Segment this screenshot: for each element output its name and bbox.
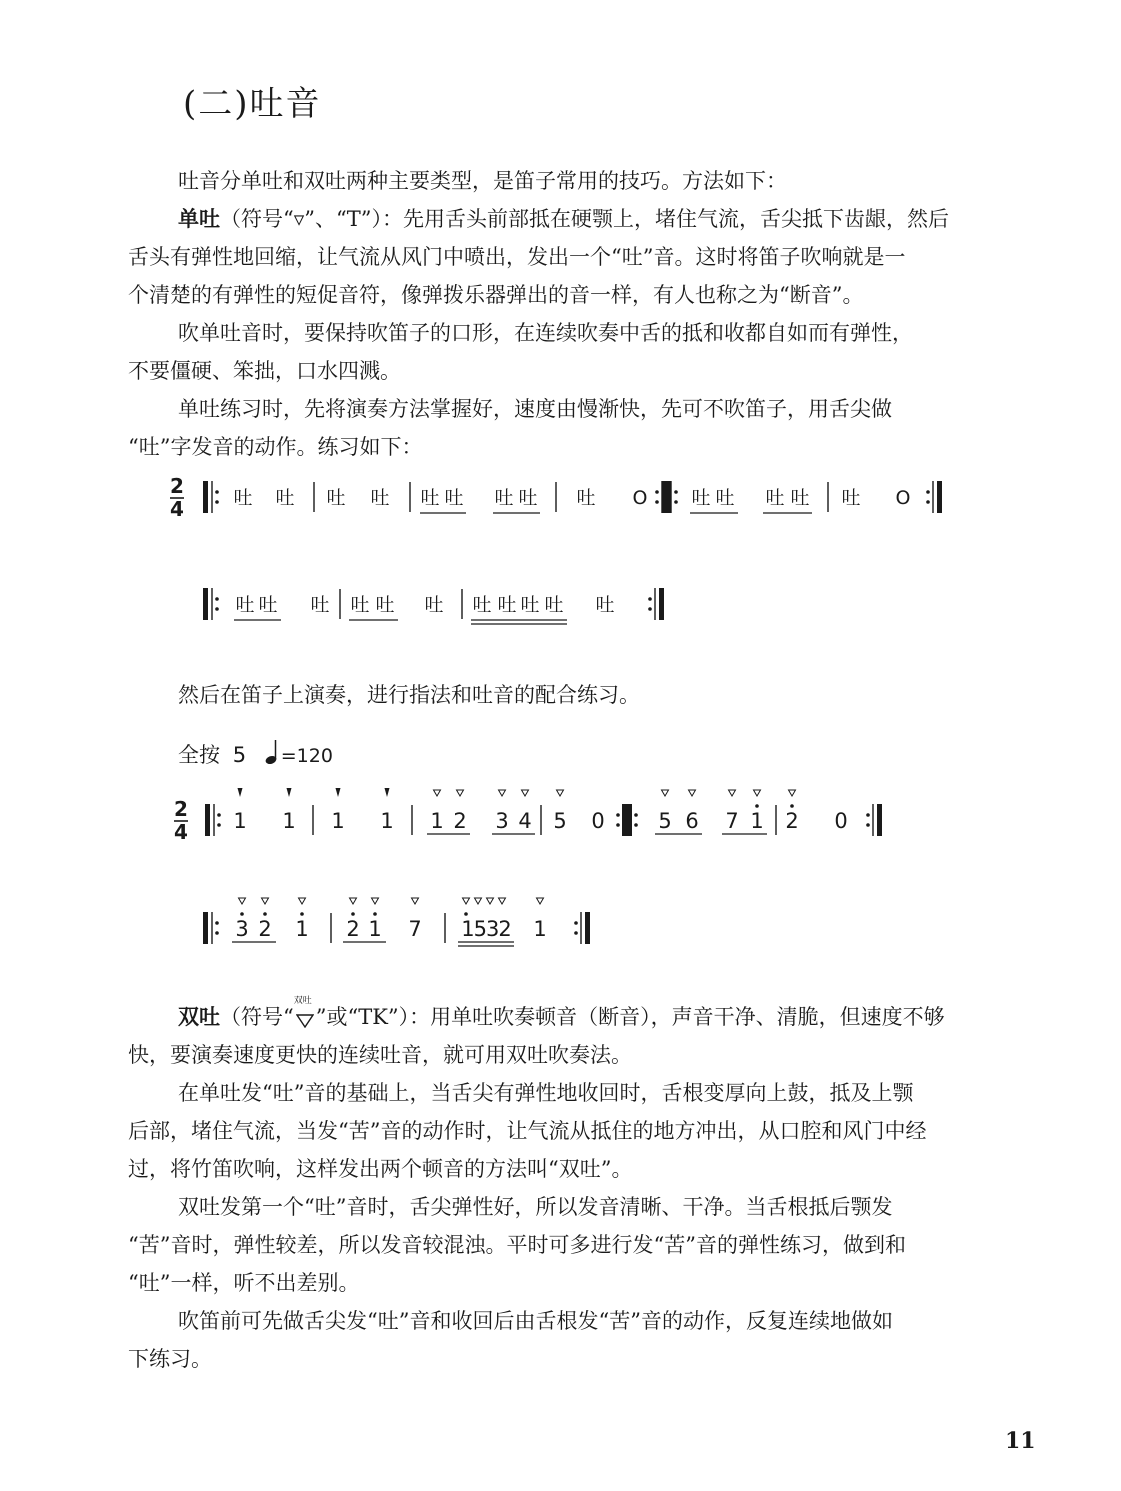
single-tongue-mark bbox=[662, 790, 669, 796]
double-tongue-symbol-label: 双吐 bbox=[293, 996, 312, 1006]
jianpu-note: 1 bbox=[750, 809, 764, 833]
tu-syllable: 吐 bbox=[544, 594, 564, 616]
jianpu-note: 0 bbox=[591, 809, 605, 833]
tempo-value: =120 bbox=[280, 745, 333, 767]
repeat-dot bbox=[616, 813, 620, 817]
staccato-wedge bbox=[385, 788, 390, 797]
repeat-end-thick bbox=[937, 481, 942, 513]
repeat-start-thick bbox=[203, 588, 208, 620]
tu-syllable: 吐 bbox=[715, 487, 735, 509]
jianpu-note: 2 bbox=[346, 917, 360, 941]
repeat-dot bbox=[655, 500, 659, 504]
tu-syllable: 吐 bbox=[375, 594, 395, 616]
repeat-dot bbox=[634, 823, 638, 827]
single-tongue-mark bbox=[350, 898, 357, 904]
single-tongue-mark bbox=[475, 898, 482, 904]
para7-line-1: 在单吐发“吐”音的基础上，当舌尖有弹性地收回时，舌根变厚向上鼓，抵及上颚 bbox=[178, 1081, 914, 1105]
tu-syllable: 吐 bbox=[518, 487, 538, 509]
page-number: 11 bbox=[1005, 1428, 1036, 1454]
para4-line-2: “吐”字发音的动作。练习如下： bbox=[128, 435, 423, 459]
tu-syllable: 吐 bbox=[420, 487, 440, 509]
jianpu-note: 4 bbox=[518, 809, 532, 833]
repeat-dot bbox=[866, 823, 870, 827]
repeat-dot bbox=[866, 813, 870, 817]
single-tongue-line-3: 个清楚的有弹性的短促音符，像弹拨乐器弹出的音一样，有人也称之为“断音”。 bbox=[128, 283, 864, 307]
para7-line-3: 过，将竹笛吹响，这样发出两个顿音的方法叫“双吐”。 bbox=[128, 1157, 633, 1181]
repeat-dot bbox=[215, 597, 219, 601]
jianpu-note: 3 bbox=[495, 809, 509, 833]
para3-line-2: 不要僵硬、笨拙，口水四溅。 bbox=[128, 359, 401, 383]
tu-syllable: 吐 bbox=[424, 594, 444, 616]
tu-syllable: 吐 bbox=[497, 594, 517, 616]
tu-syllable: 吐 bbox=[350, 594, 370, 616]
single-tongue-mark bbox=[557, 790, 564, 796]
jianpu-note: 2 bbox=[258, 917, 272, 941]
octave-dot-above bbox=[351, 912, 355, 916]
tu-syllable: 吐 bbox=[494, 487, 514, 509]
tu-syllable: 吐 bbox=[790, 487, 810, 509]
para9-line-1: 吹笛前可先做舌尖发“吐”音和收回后由舌根发“苦”音的动作，反复连续地做如 bbox=[178, 1309, 893, 1333]
repeat-dot bbox=[926, 490, 930, 494]
repeat-start-thick bbox=[203, 481, 208, 513]
single-tongue-mark bbox=[754, 790, 761, 796]
double-tongue-pre: （符号“ bbox=[220, 1005, 294, 1029]
jianpu-note: 1 bbox=[533, 917, 547, 941]
single-tongue-term: 单吐 bbox=[178, 206, 220, 231]
key-label: 全按 bbox=[178, 743, 220, 767]
single-tongue-mark bbox=[537, 898, 544, 904]
repeat-dot bbox=[674, 500, 678, 504]
octave-dot-above bbox=[300, 912, 304, 916]
single-tongue-mark bbox=[789, 790, 796, 796]
staccato-wedge bbox=[336, 788, 341, 797]
jianpu-note: 1 bbox=[233, 809, 247, 833]
para8-line-1: 双吐发第一个“吐”音时，舌尖弹性好，所以发音清晰、干净。当舌根抵后颚发 bbox=[178, 1195, 893, 1219]
single-tongue-text: （符号“▿”、“T”）：先用舌头前部抵在硬颚上，堵住气流，舌尖抵下齿龈，然后 bbox=[220, 207, 949, 231]
jianpu-note: 7 bbox=[725, 809, 739, 833]
repeat-end-thick bbox=[659, 588, 664, 620]
rest-zero: O bbox=[895, 487, 911, 509]
repeat-start-thick bbox=[205, 804, 210, 836]
octave-dot-above bbox=[263, 912, 267, 916]
repeat-start-thick bbox=[622, 804, 627, 836]
double-tongue-line-2: 快，要演奏速度更快的连续吐音，就可用双吐吹奏法。 bbox=[128, 1043, 632, 1067]
tu-syllable: 吐 bbox=[576, 487, 596, 509]
repeat-dot bbox=[655, 490, 659, 494]
repeat-end-thick bbox=[666, 481, 671, 513]
repeat-dot bbox=[674, 490, 678, 494]
repeat-start-thick bbox=[203, 912, 208, 944]
single-tongue-mark bbox=[299, 898, 306, 904]
repeat-dot bbox=[648, 607, 652, 611]
repeat-dot bbox=[215, 490, 219, 494]
double-tongue-post: ”或“TK”）：用单吐吹奏顿音（断音），声音干净、清脆，但速度不够 bbox=[315, 1005, 945, 1029]
single-tongue-mark bbox=[499, 898, 506, 904]
jianpu-note-group: 1532 bbox=[461, 917, 511, 941]
tu-syllable: 吐 bbox=[326, 487, 346, 509]
single-tongue-mark bbox=[487, 898, 494, 904]
octave-dot-above bbox=[755, 804, 759, 808]
tu-syllable: 吐 bbox=[258, 594, 278, 616]
jianpu-note: 7 bbox=[408, 917, 422, 941]
tu-syllable: 吐 bbox=[472, 594, 492, 616]
repeat-dot bbox=[574, 931, 578, 935]
jianpu-note: 1 bbox=[331, 809, 345, 833]
single-tongue-mark bbox=[262, 898, 269, 904]
single-tongue-mark bbox=[412, 898, 419, 904]
repeat-dot bbox=[215, 607, 219, 611]
single-tongue-mark bbox=[463, 898, 470, 904]
single-tongue-mark bbox=[434, 790, 441, 796]
exercise-2 bbox=[174, 788, 882, 946]
intro-paragraph: 吐音分单吐和双吐两种主要类型，是笛子常用的技巧。方法如下： bbox=[178, 169, 787, 193]
single-tongue-mark bbox=[689, 790, 696, 796]
octave-dot-above bbox=[373, 912, 377, 916]
single-tongue-line-1 bbox=[178, 200, 1063, 238]
repeat-start-thick bbox=[662, 481, 667, 513]
exercise-1 bbox=[170, 474, 942, 624]
down-triangle-icon bbox=[296, 1014, 314, 1028]
tu-syllable: 吐 bbox=[235, 594, 255, 616]
repeat-dot bbox=[217, 813, 221, 817]
repeat-dot bbox=[217, 823, 221, 827]
jianpu-note: 0 bbox=[834, 809, 848, 833]
double-tongue-symbol bbox=[293, 996, 316, 1029]
quarter-note-icon bbox=[265, 738, 281, 766]
jianpu-note: 3 bbox=[235, 917, 249, 941]
single-tongue-line-2: 舌头有弹性地回缩，让气流从风门中喷出，发出一个“吐”音。这时将笛子吹响就是一 bbox=[128, 245, 906, 269]
single-tongue-mark bbox=[457, 790, 464, 796]
repeat-dot bbox=[574, 921, 578, 925]
octave-dot-above bbox=[464, 912, 468, 916]
single-tongue-mark bbox=[499, 790, 506, 796]
section-title: (二)吐音 bbox=[183, 84, 322, 124]
tu-syllable: 吐 bbox=[310, 594, 330, 616]
jianpu-note: 1 bbox=[380, 809, 394, 833]
para4-line-1: 单吐练习时，先将演奏方法掌握好，速度由慢渐快，先可不吹笛子，用舌尖做 bbox=[178, 397, 892, 421]
time-signature-top: 2 bbox=[170, 474, 184, 498]
time-signature-bottom: 4 bbox=[170, 497, 184, 521]
staccato-wedge bbox=[238, 788, 243, 797]
repeat-dot bbox=[926, 500, 930, 504]
single-tongue-mark bbox=[372, 898, 379, 904]
tu-syllable: 吐 bbox=[595, 594, 615, 616]
para7-line-2: 后部，堵住气流，当发“苦”音的动作时，让气流从抵住的地方冲出，从口腔和风门中经 bbox=[128, 1119, 927, 1143]
tu-syllable: 吐 bbox=[444, 487, 464, 509]
tu-syllable: 吐 bbox=[691, 487, 711, 509]
para5-line: 然后在笛子上演奏，进行指法和吐音的配合练习。 bbox=[178, 683, 640, 707]
para8-line-2: “苦”音时，弹性较差，所以发音较混浊。平时可多进行发“苦”音的弹性练习，做到和 bbox=[128, 1233, 906, 1257]
time-signature-bottom: 4 bbox=[174, 820, 188, 844]
jianpu-note: 5 bbox=[658, 809, 672, 833]
tu-syllable: 吐 bbox=[765, 487, 785, 509]
repeat-end-thick bbox=[585, 912, 590, 944]
repeat-dot bbox=[634, 813, 638, 817]
tu-syllable: 吐 bbox=[275, 487, 295, 509]
jianpu-note: 1 bbox=[295, 917, 309, 941]
repeat-dot bbox=[215, 500, 219, 504]
key-tempo-line bbox=[178, 738, 333, 769]
octave-dot-above bbox=[790, 804, 794, 808]
repeat-dot bbox=[215, 931, 219, 935]
para8-line-3: “吐”一样，听不出差别。 bbox=[128, 1271, 360, 1295]
jianpu-note: 5 bbox=[553, 809, 567, 833]
single-tongue-mark bbox=[239, 898, 246, 904]
staccato-wedge bbox=[287, 788, 292, 797]
jianpu-note: 1 bbox=[282, 809, 296, 833]
repeat-dot bbox=[648, 597, 652, 601]
time-signature-top: 2 bbox=[174, 797, 188, 821]
para9-line-2: 下练习。 bbox=[128, 1347, 212, 1371]
repeat-dot bbox=[215, 921, 219, 925]
tu-syllable: 吐 bbox=[233, 487, 253, 509]
tu-syllable: 吐 bbox=[370, 487, 390, 509]
tu-syllable: 吐 bbox=[520, 594, 540, 616]
repeat-dot bbox=[616, 823, 620, 827]
tu-syllable: 吐 bbox=[841, 487, 861, 509]
rest-zero: O bbox=[632, 487, 648, 509]
repeat-end-thick bbox=[877, 804, 882, 836]
double-tongue-line-1 bbox=[178, 998, 1063, 1036]
repeat-end-thick bbox=[627, 804, 632, 836]
jianpu-note: 1 bbox=[368, 917, 382, 941]
para3-line-1: 吹单吐音时，要保持吹笛子的口形，在连续吹奏中舌的抵和收都自如而有弹性， bbox=[178, 321, 913, 345]
single-tongue-mark bbox=[729, 790, 736, 796]
key-note: 5 bbox=[232, 743, 247, 767]
octave-dot-above bbox=[240, 912, 244, 916]
jianpu-note: 2 bbox=[785, 809, 799, 833]
double-tongue-term: 双吐 bbox=[178, 1004, 220, 1029]
jianpu-note: 1 bbox=[430, 809, 444, 833]
jianpu-note: 6 bbox=[685, 809, 699, 833]
jianpu-note: 2 bbox=[453, 809, 467, 833]
single-tongue-mark bbox=[522, 790, 529, 796]
